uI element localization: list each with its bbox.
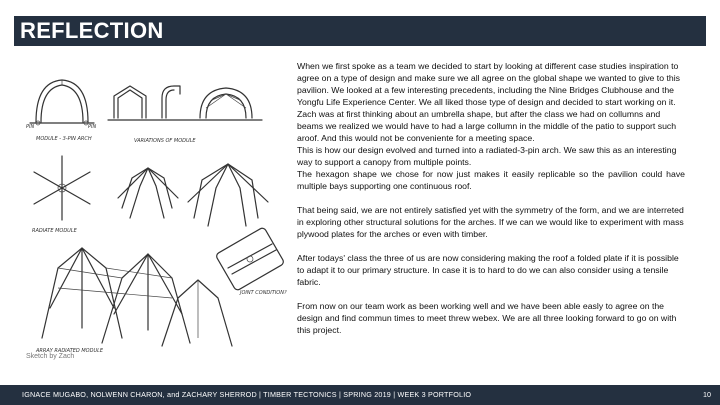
pin-right-label: PIN — [88, 124, 97, 130]
paragraph-7: From now on our team work as been working well and we have been able easly to agree on the design and find commun times to meet threw webex. We are all three looking forward to go on with this project. — [297, 301, 677, 335]
paragraph-3: This is how our design evolved and turned into a radiated-3-pin arch. We saw this as an interesting way to support a canopy from multiple points. — [297, 145, 677, 167]
array-label: ARRAY RADIATED MODULE — [36, 348, 104, 354]
paragraph-5: That being said, we are not entirely satisfied yet with the symmetry of the form, and we are interreted in exploring other structural solutions for the arches. If we can we would like to experiment with mass plywood plates for the arches or even with timber. — [297, 205, 684, 239]
spacer — [297, 240, 685, 252]
footer-credits: IGNACE MUGABO, NOLWENN CHARON, and ZACHARY SHERROD | TIMBER TECTONICS | SPRING 2019 | WEEK 3 PORTFOLIO — [22, 390, 472, 399]
concept-sketch — [22, 68, 290, 354]
spacer — [297, 192, 685, 204]
paragraph-6: After todays' class the three of us are now considering making the roof a folded plate if it is possible to adapt it to our primary structure. In case it is to hard to do we can also consider using a tensile fabric. — [297, 253, 679, 287]
pin-left-label: PIN — [26, 124, 35, 130]
module-3pin-label: MODULE - 3-PIN ARCH — [36, 136, 92, 142]
joint-label: JOINT CONDITION? — [240, 290, 287, 296]
perspective-sketch — [118, 164, 268, 226]
three-pin-arch-sketch — [30, 80, 94, 125]
page-title: REFLECTION — [20, 18, 164, 43]
sketch-drawing — [22, 68, 290, 354]
sketch-caption: Sketch by Zach — [26, 353, 75, 360]
variations-label: VARIATIONS OF MODULE — [134, 138, 196, 144]
paragraph-4: The hexagon shape we chose for now just makes it easily replicable so the pavilion could have multiple bays supporting one continuous roof. — [297, 169, 685, 191]
variations-sketch — [108, 86, 262, 120]
radiate-sketch — [34, 156, 90, 220]
reflection-text — [297, 60, 685, 336]
paragraph-2: Zach was at first thinking about an umbrella shape, but after the class we had on collumns and beams we realized we would have to had a large collumn in the middle of the patio to support such aroof. And this would not be conveniente for a meeting space. — [297, 109, 677, 143]
footer-bar — [0, 385, 720, 405]
spacer — [297, 288, 685, 300]
title-bar — [14, 16, 706, 46]
array-sketch — [42, 248, 232, 346]
radiate-label: RADIATE MODULE — [32, 228, 77, 234]
page-number: 10 — [703, 390, 711, 399]
paragraph-1: When we first spoke as a team we decided to start by looking at different case studies inspiration to agree on a type of design and make sure we all agree on the global shape we wanted to give to this pavilion. We looked at a few interesting precedents, including the Nine Bridges Clubhouse and the Yongfu Life Experience Center. We all liked those type of design and decided to start working on it. — [297, 61, 680, 107]
joint-sketch — [215, 227, 284, 291]
